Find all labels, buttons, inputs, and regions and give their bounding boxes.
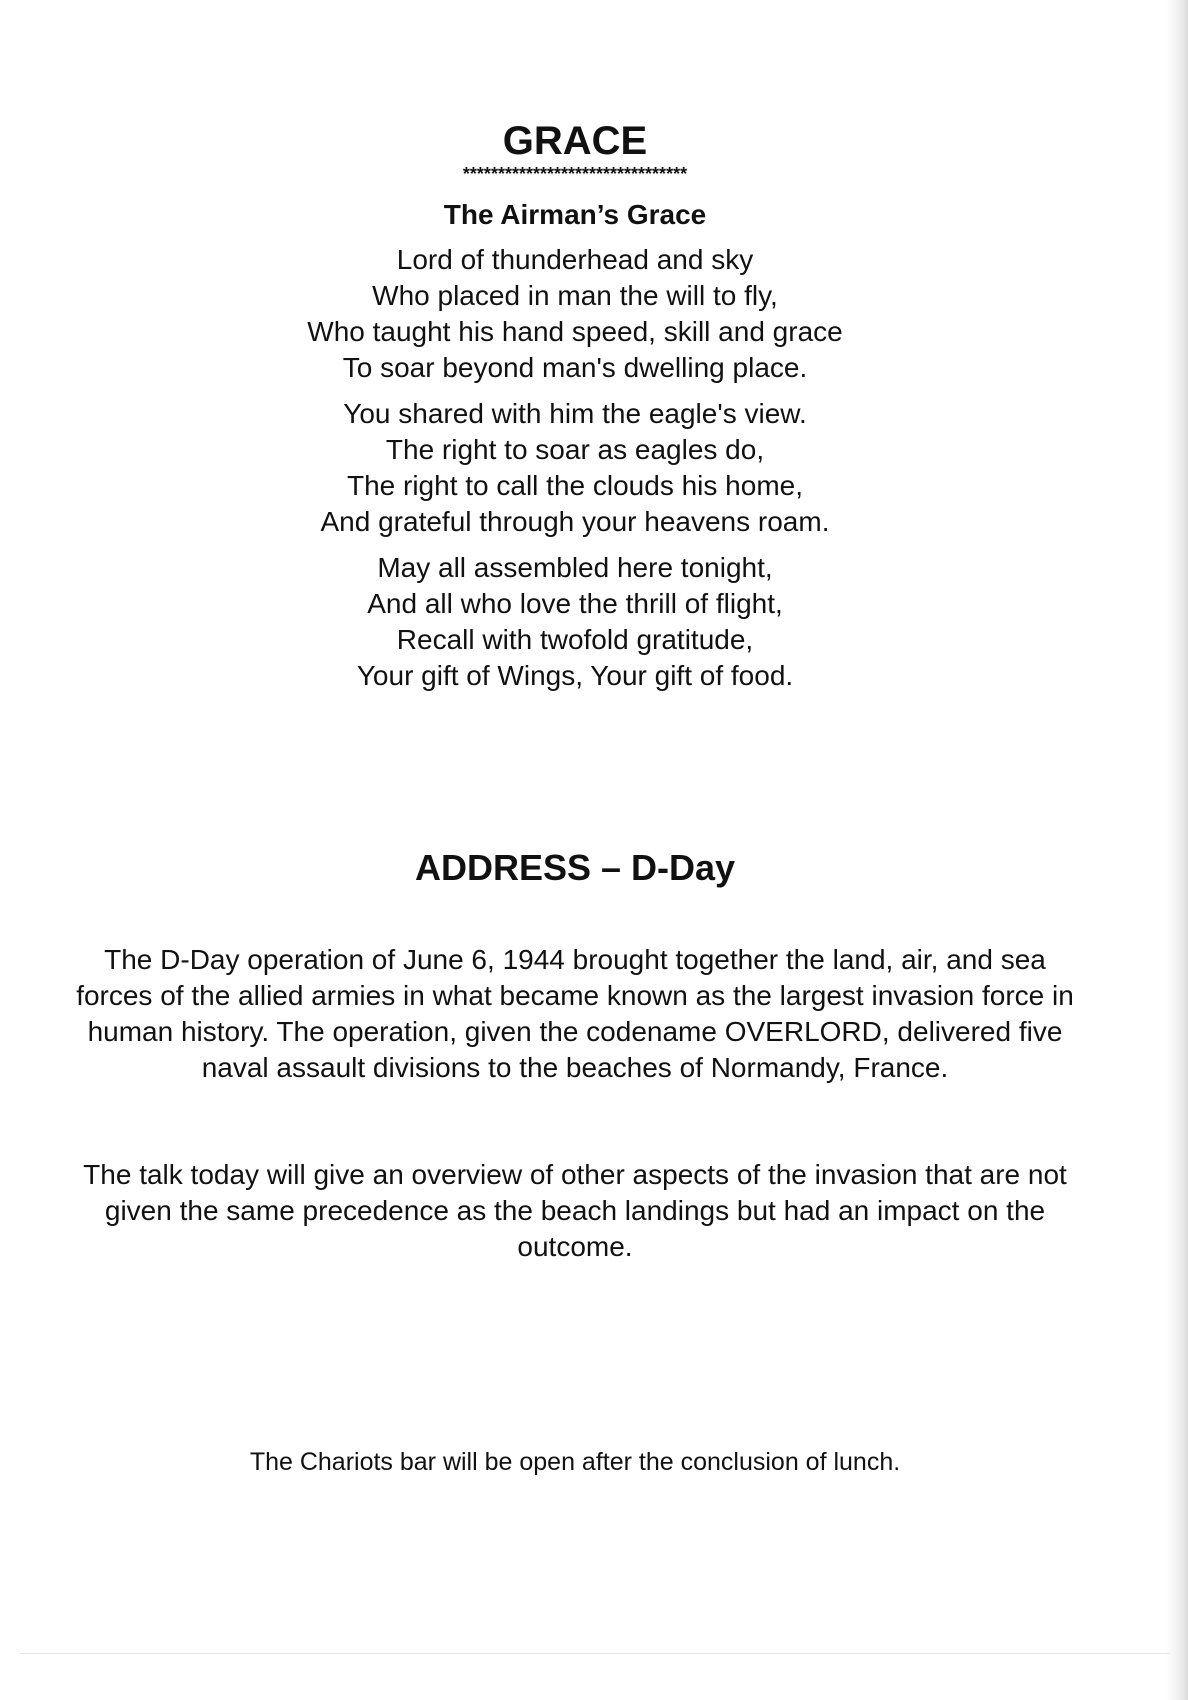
poem-stanza-3 xyxy=(0,550,1150,694)
page-bottom-edge xyxy=(20,1653,1170,1654)
page-edge-shadow xyxy=(1166,0,1188,1700)
airmans-grace-title: The Airman’s Grace xyxy=(443,199,707,230)
poem-line: And all who love the thrill of flight, xyxy=(367,588,783,619)
poem-line: Lord of thunderhead and sky xyxy=(396,244,754,275)
grace-heading: GRACE xyxy=(502,119,648,163)
poem-line: To soar beyond man's dwelling place. xyxy=(342,352,808,383)
poem-line: May all assembled here tonight, xyxy=(377,552,773,583)
poem-line: You shared with him the eagle's view. xyxy=(343,398,807,429)
address-paragraph-2: The talk today will give an overview of other aspects of the invasion that are not given the same precedence as the beach landings but had an impact on the outcome. xyxy=(83,1159,1067,1262)
poem-stanza-2 xyxy=(0,396,1150,540)
grace-section xyxy=(0,118,1150,694)
address-heading: ADDRESS – D-Day xyxy=(414,847,736,888)
star-divider: ******************************** xyxy=(462,164,688,184)
poem-line: And grateful through your heavens roam. xyxy=(320,506,830,537)
poem-line: Who taught his hand speed, skill and grace xyxy=(307,316,843,347)
bar-notice: The Chariots bar will be open after the conclusion of lunch. xyxy=(249,1448,901,1476)
poem-stanza-1 xyxy=(0,242,1150,386)
poem-line: Your gift of Wings, Your gift of food. xyxy=(356,660,794,691)
address-paragraph-1: The D-Day operation of June 6, 1944 brought together the land, air, and sea forces of the allied armies in what became known as the largest invasion force in human history. The operation, given the codename OVERLORD, delivered five naval assault divisions to the beaches of Normandy, France. xyxy=(76,944,1074,1083)
poem-line: The right to call the clouds his home, xyxy=(346,470,803,501)
address-section xyxy=(0,846,1150,890)
poem-line: The right to soar as eagles do, xyxy=(385,434,765,465)
poem-line: Who placed in man the will to fly, xyxy=(372,280,778,311)
poem-line: Recall with twofold gratitude, xyxy=(396,624,754,655)
